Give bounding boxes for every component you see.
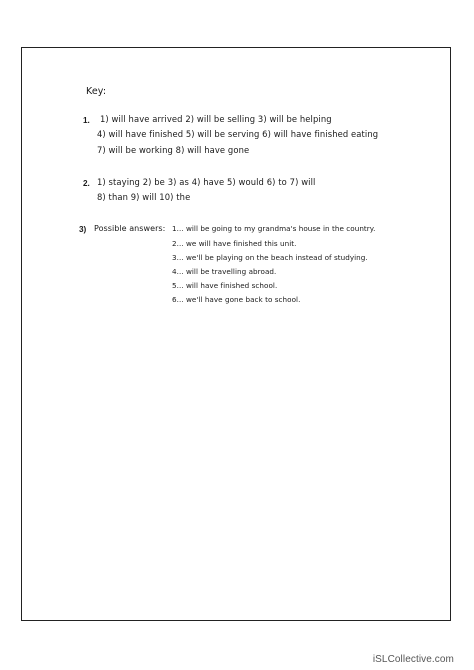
site-watermark: iSLCollective.com — [372, 654, 454, 665]
answer-1: 1... will be going to my grandma's house in the country. — [172, 224, 376, 233]
answer-4: 4... will be travelling abroad. — [172, 267, 277, 276]
answer-2: 2... we will have finished this unit. — [172, 239, 297, 248]
section-1-line-1: 1) will have arrived 2) will be selling 3) will be helping — [100, 114, 332, 124]
section-3-number: 3) — [79, 225, 87, 234]
section-1-line-2: 4) will have finished 5) will be serving 6) will have finished eating — [97, 129, 379, 139]
answer-5: 5... will have finished school. — [172, 281, 278, 290]
answer-6: 6... we'll have gone back to school. — [172, 295, 301, 304]
section-1-line-3: 7) will be working 8) will have gone — [97, 145, 250, 155]
answer-3: 3... we'll be playing on the beach instead of studying. — [172, 253, 368, 262]
section-2-line-2: 8) than 9) will 10) the — [97, 192, 191, 202]
section-2-number: 2. — [83, 179, 90, 188]
section-2-line-1: 1) staying 2) be 3) as 4) have 5) would 6) to 7) will — [97, 177, 316, 187]
section-1-number: 1. — [83, 116, 90, 125]
section-3-label: Possible answers: — [94, 224, 166, 233]
key-title: Key: — [86, 86, 107, 97]
